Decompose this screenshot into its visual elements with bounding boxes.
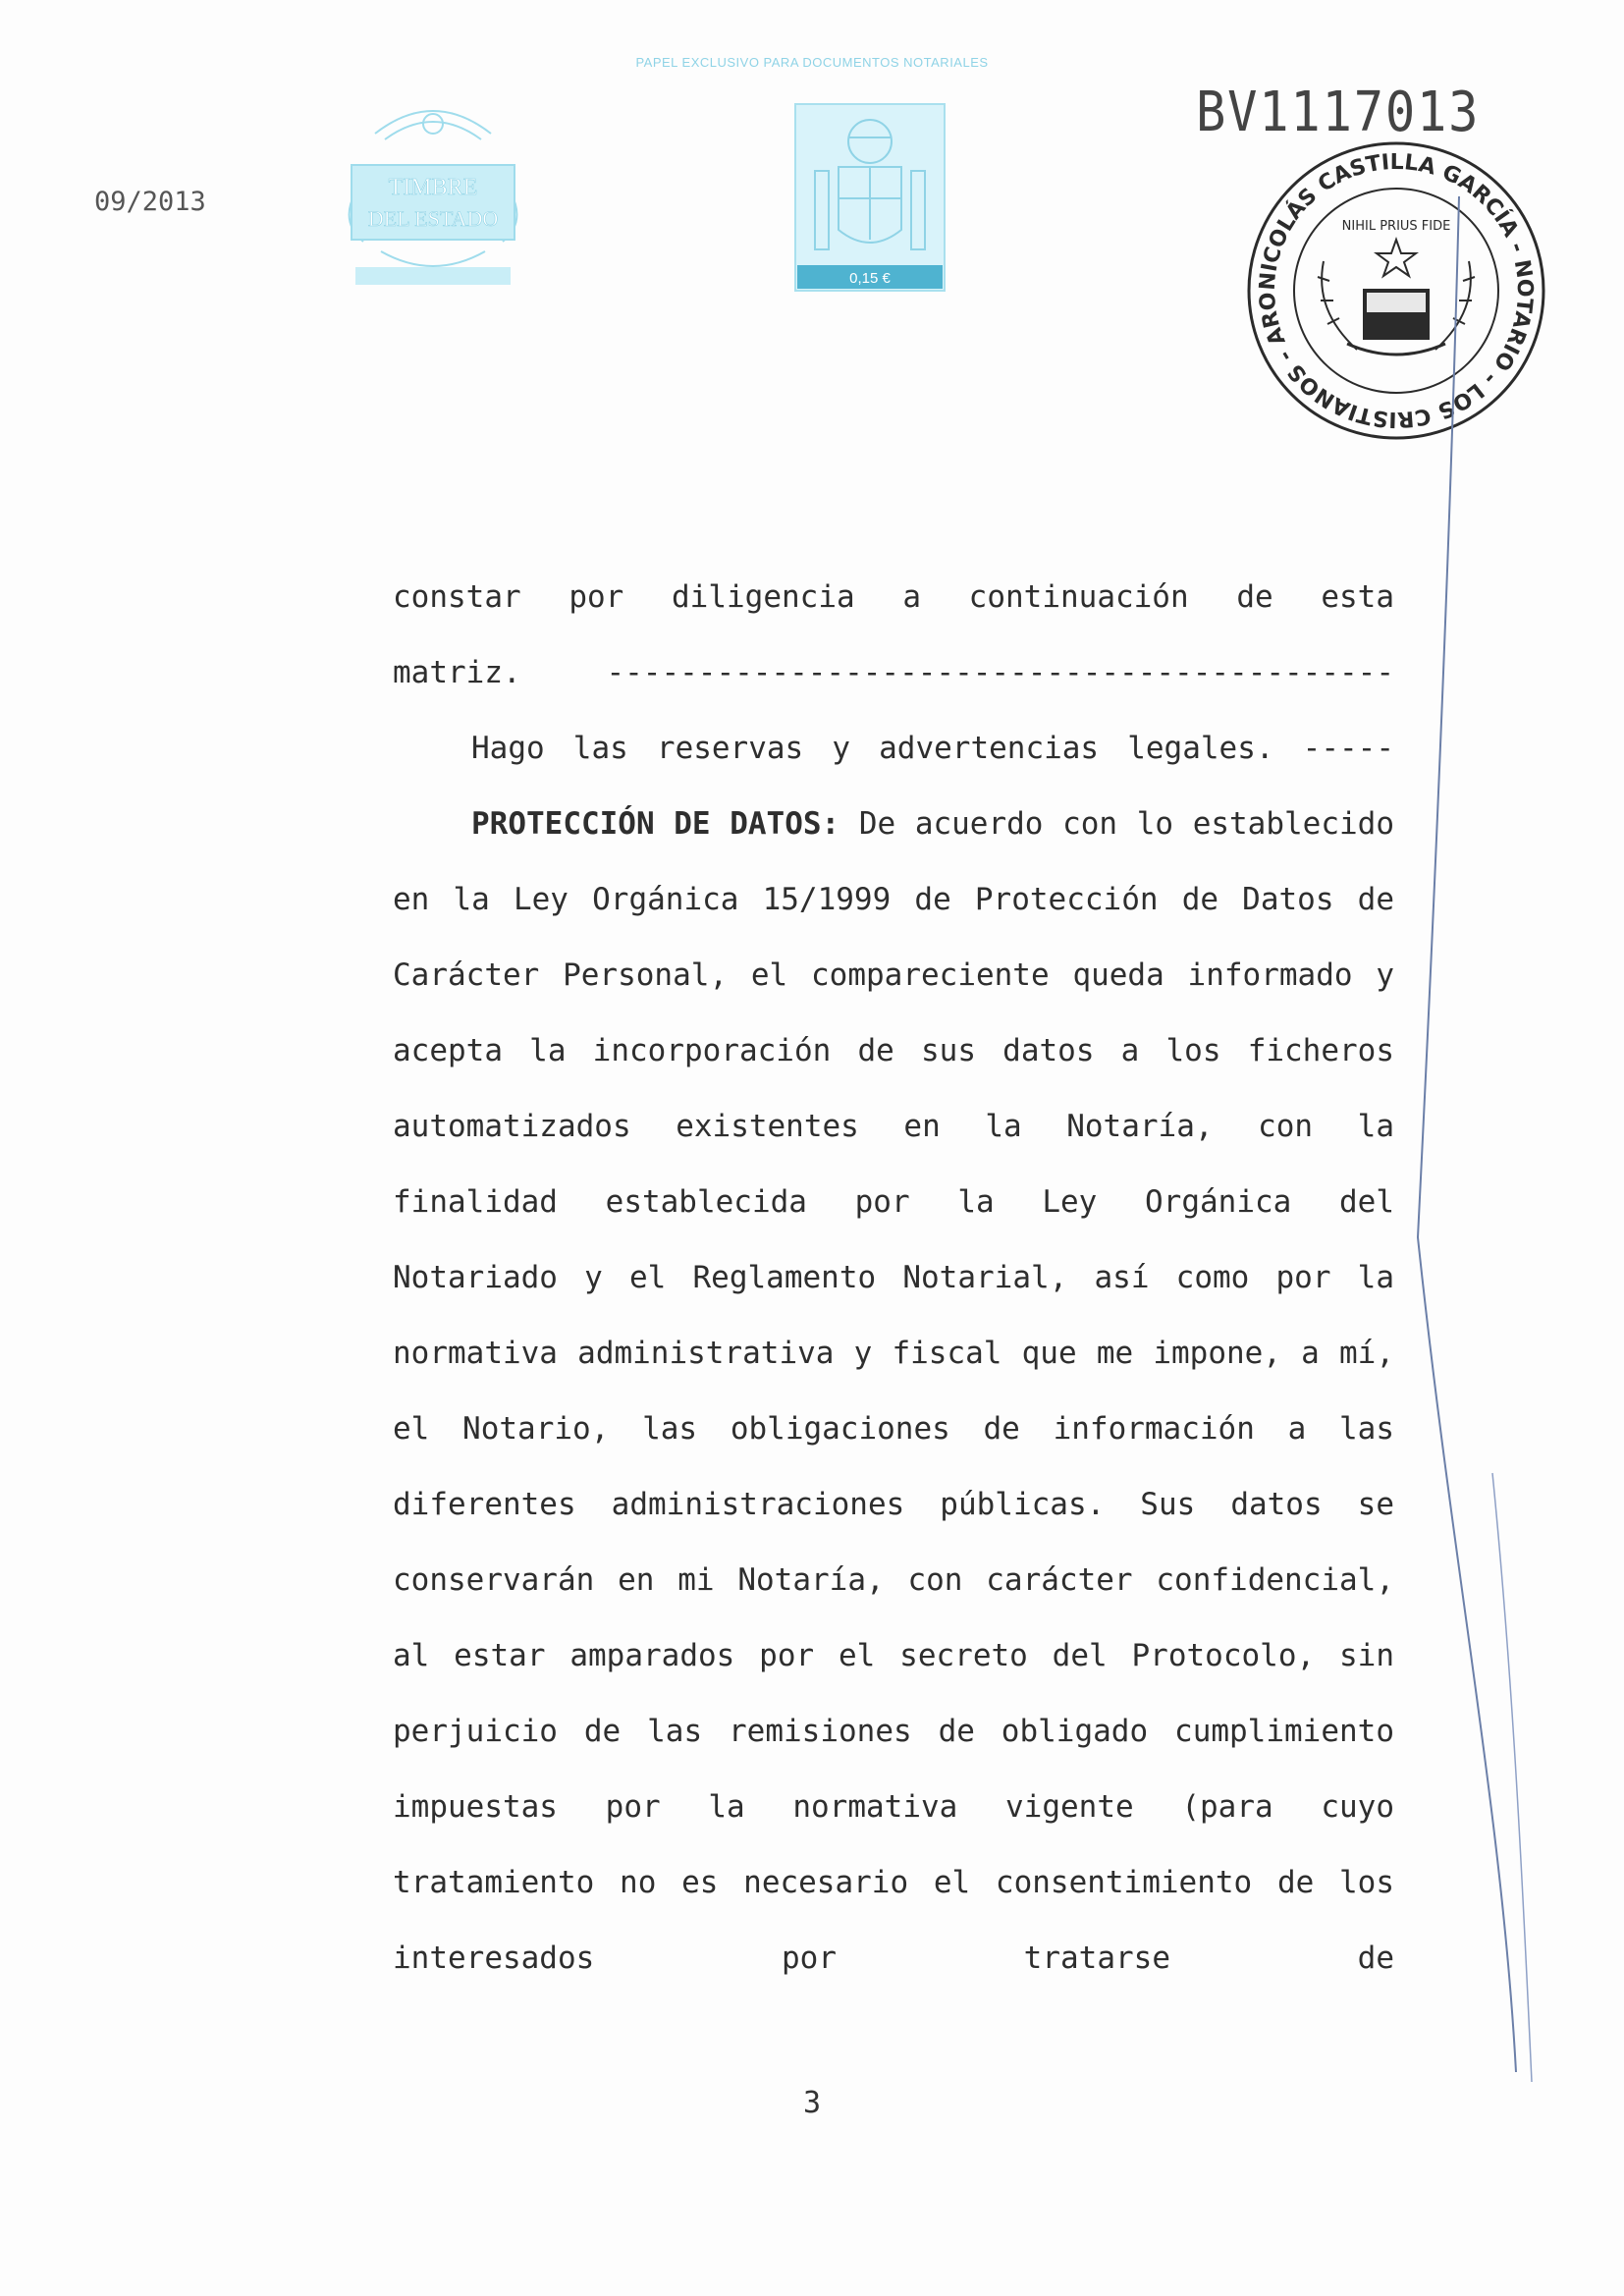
seal-star-icon bbox=[1377, 240, 1416, 276]
timbre-line2: DEL ESTADO bbox=[367, 206, 499, 231]
paragraph-2: Hago las reservas y advertencias legales. ----- bbox=[471, 731, 1394, 766]
timbre-stamp-graphic bbox=[336, 94, 530, 287]
coat-of-arms-stamp bbox=[793, 102, 947, 293]
paragraph-3 bbox=[393, 787, 1394, 1996]
seal-ring-text: NICOLÁS CASTILLA GARCÍA - NOTARIO - LOS CRISTIANOS - ARO bbox=[1255, 149, 1538, 432]
paragraph-1a: constar por diligencia a continuación de esta bbox=[393, 579, 1394, 615]
notary-seal-graphic bbox=[1239, 134, 1553, 448]
serial-number: BV1117013 bbox=[1196, 81, 1481, 144]
page-number: 3 bbox=[802, 2086, 822, 2120]
notary-seal bbox=[1239, 134, 1553, 448]
coat-value: 0,15 € bbox=[849, 270, 891, 287]
paper-label: PAPEL EXCLUSIVO PARA DOCUMENTOS NOTARIALES bbox=[635, 55, 989, 70]
document-body bbox=[393, 560, 1394, 1996]
series-date: 09/2013 bbox=[94, 187, 206, 217]
timbre-line1: TIMBRE bbox=[388, 175, 478, 200]
paragraph-3-text: De acuerdo con lo establecido en la Ley Orgánica 15/1999 de Protección de Datos de Carácter Personal, el compareciente queda informado y acepta la incorporación de sus datos a los ficheros automatizados existentes en la Notaría, con la finalidad establecida por la Ley Orgánica del Notariado y el Reglamento Notarial, así como por la normativa administrativa y fiscal que me impone, a mí, el Notario, las obligaciones de información a las diferentes administraciones públicas. Sus datos se conservarán en mi Notaría, con carácter confidencial, al estar amparados por el secreto del Protocolo, sin perjuicio de las remisiones de obligado cumplimiento impuestas por la normativa vigente (para cuyo tratamiento no es necesario el consentimiento de los interesados por tratarse de bbox=[393, 806, 1394, 1976]
coat-of-arms-graphic bbox=[793, 102, 947, 293]
section-heading: PROTECCIÓN DE DATOS: bbox=[471, 806, 840, 842]
seal-motto: NIHIL PRIUS FIDE bbox=[1341, 219, 1451, 234]
timbre-stamp bbox=[336, 94, 530, 287]
paragraph-1b: matriz. ------------------------------------------- bbox=[393, 655, 1394, 690]
